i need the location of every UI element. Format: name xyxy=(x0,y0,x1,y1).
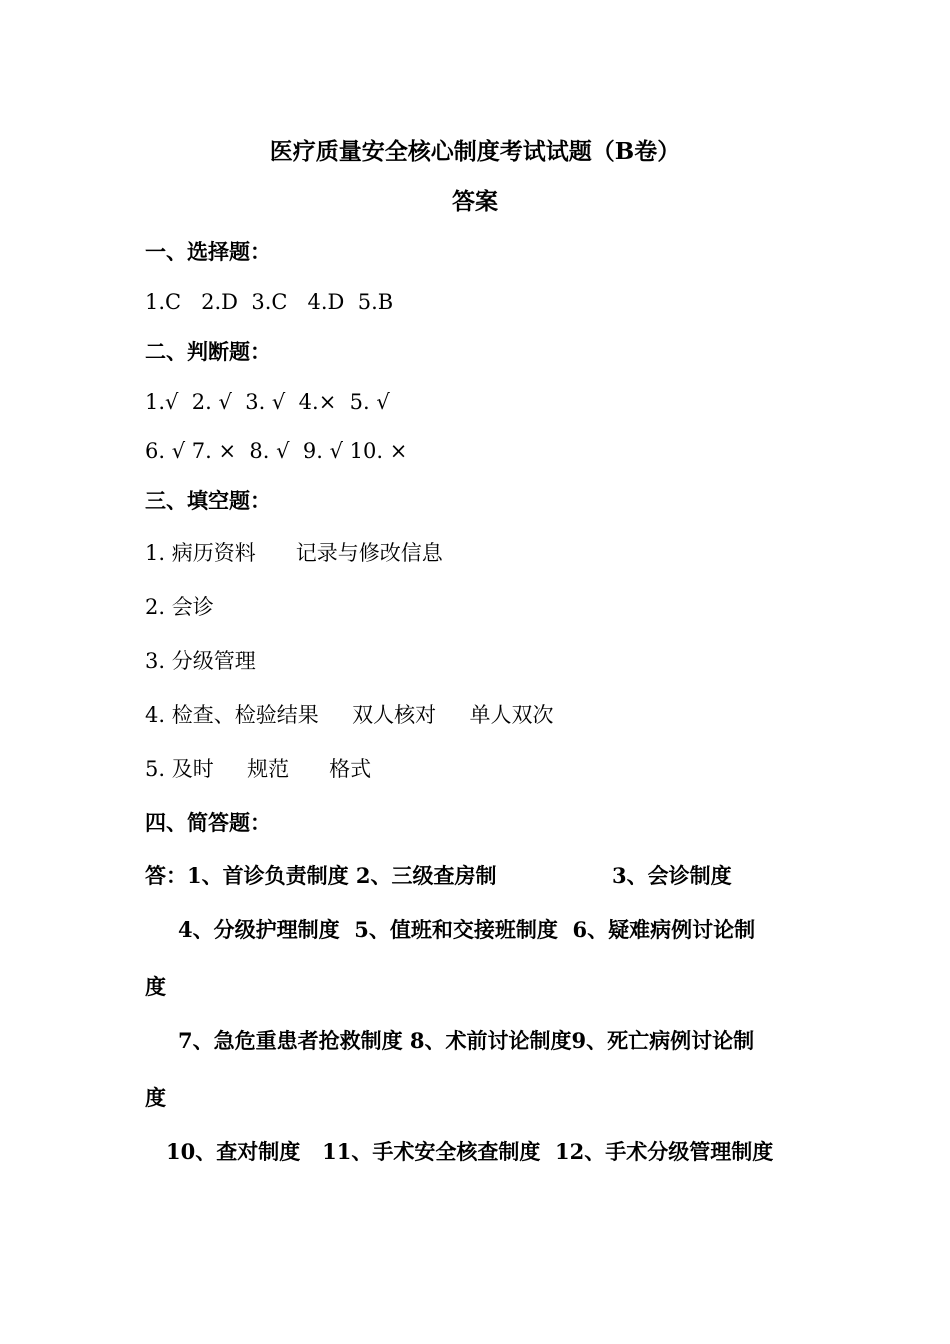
document-subtitle: 答案 xyxy=(452,188,498,215)
fill-answer-2: 2. 会诊 xyxy=(145,595,214,619)
short-answer-line-2: 4、分级护理制度 5、值班和交接班制度 6、疑难病例讨论制 xyxy=(178,917,756,942)
section-judgement-heading: 二、判断题： xyxy=(145,339,271,364)
document-title: 医疗质量安全核心制度考试试题（B卷） xyxy=(269,138,681,165)
short-answer-line-4: 7、急危重患者抢救制度 8、术前讨论制度9、死亡病例讨论制 xyxy=(178,1028,755,1053)
section-fill-heading: 三、填空题： xyxy=(145,488,271,513)
fill-answer-1: 1. 病历资料 记录与修改信息 xyxy=(145,541,443,565)
judgement-answers-row-1: 1.√ 2. √ 3. √ 4.× 5. √ xyxy=(145,390,390,414)
fill-answer-5: 5. 及时 规范 格式 xyxy=(145,757,372,781)
short-answer-line-5: 度 xyxy=(145,1085,166,1110)
fill-answer-4: 4. 检查、检验结果 双人核对 单人双次 xyxy=(145,703,554,727)
section-short-answer-heading: 四、简答题： xyxy=(145,810,271,835)
short-answer-line-3: 度 xyxy=(145,974,166,999)
fill-answer-3: 3. 分级管理 xyxy=(145,649,256,673)
judgement-answers-row-2: 6. √ 7. × 8. √ 9. √ 10. × xyxy=(145,439,408,463)
short-answer-line-1-tail: 3、会诊制度 xyxy=(612,863,732,888)
choice-answers: 1.C 2.D 3.C 4.D 5.B xyxy=(145,290,394,314)
short-answer-line-6: 10、查对制度 11、手术安全核查制度 12、手术分级管理制度 xyxy=(166,1139,774,1164)
section-choice-heading: 一、选择题： xyxy=(145,239,271,264)
short-answer-line-1: 答：1、首诊负责制度 2、三级查房制 xyxy=(145,863,497,888)
